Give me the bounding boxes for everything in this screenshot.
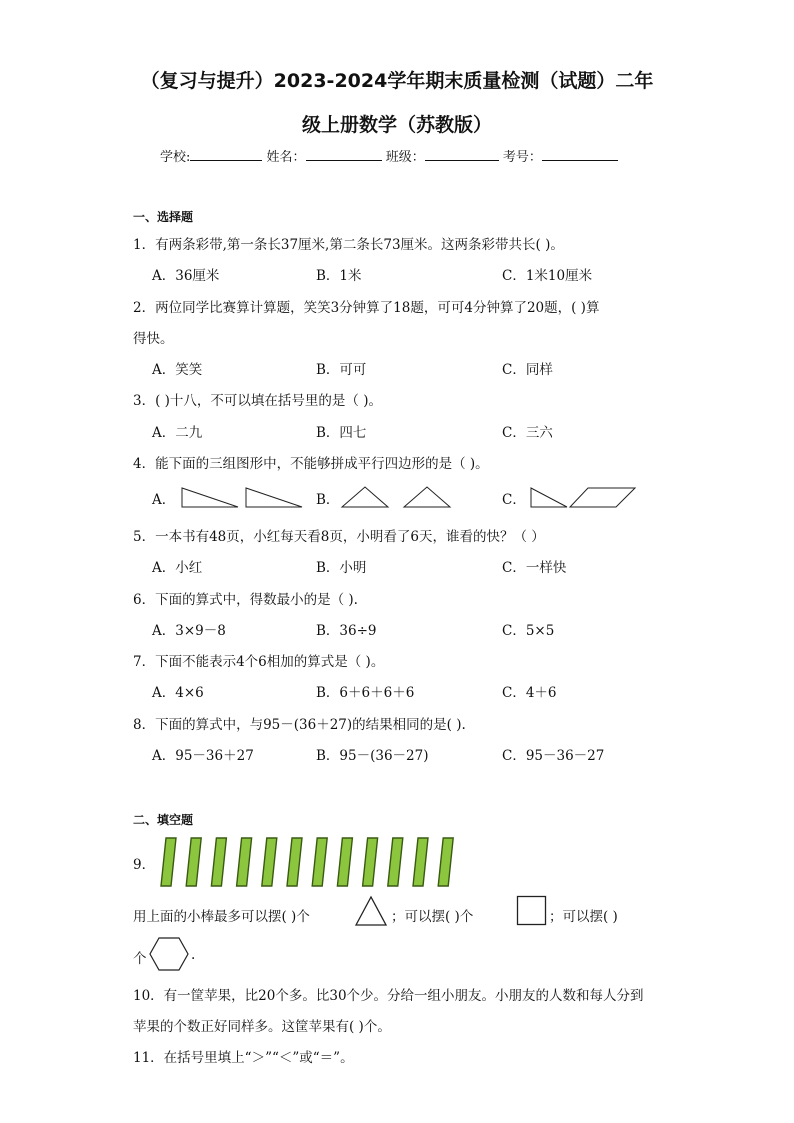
question-5-option-c[interactable]: C．一样快: [502, 560, 567, 576]
question-4-option-a[interactable]: A．: [152, 492, 176, 508]
right-triangle-shape-c1: [529, 486, 569, 510]
question-9-number: 9．: [133, 857, 156, 873]
section-fill-title: 二、填空题: [133, 813, 194, 827]
question-7-option-b[interactable]: B．6＋6＋6＋6: [316, 685, 415, 701]
stick: [161, 838, 176, 886]
right-triangle-shape-a2: [244, 486, 304, 510]
question-3-option-a[interactable]: A．二九: [152, 425, 203, 441]
parallelogram-shape-c2: [568, 486, 638, 510]
triangle-shape-b1: [340, 484, 390, 510]
question-5-option-b[interactable]: B．小明: [316, 560, 367, 576]
question-5-option-a[interactable]: A．小红: [152, 560, 203, 576]
question-3: 3．( )十八，不可以填在括号里的是（ )。: [133, 393, 382, 409]
question-5: 5．一本书有48页，小红每天看8页，小明看了6天，谁看的快？（ ）: [133, 529, 545, 545]
question-6-option-c[interactable]: C．5×5: [502, 623, 555, 639]
name-label: 姓名：: [266, 150, 306, 165]
question-2-option-b[interactable]: B．可可: [316, 362, 367, 378]
stick: [363, 838, 378, 886]
question-1-option-b[interactable]: B．1米: [316, 268, 362, 284]
right-triangle-shape-a1: [180, 486, 240, 510]
hexagon-icon: [148, 936, 190, 972]
question-7: 7．下面不能表示4个6相加的算式是（ )。: [133, 654, 385, 670]
stick: [312, 838, 327, 886]
question-10-line2: 苹果的个数正好同样多。这筐苹果有( )个。: [133, 1019, 391, 1035]
question-7-option-a[interactable]: A．4×6: [152, 685, 204, 701]
triangle-shape-b2: [402, 484, 452, 510]
section-choice-title: 一、选择题: [133, 210, 194, 224]
question-8: 8．下面的算式中，与95－(36＋27)的结果相同的是( ).: [133, 717, 466, 733]
question-4-option-c[interactable]: C．: [502, 492, 526, 508]
question-6-option-a[interactable]: A．3×9－8: [152, 623, 226, 639]
question-1-option-a[interactable]: A．36厘米: [152, 268, 220, 284]
question-9-line1-part2: ；可以摆( )个: [391, 909, 474, 925]
name-blank[interactable]: [306, 148, 382, 161]
school-label: 学校:: [160, 150, 191, 165]
number-blank[interactable]: [542, 148, 618, 161]
question-11: 11．在括号里填上“＞”“＜”或“＝”。: [133, 1050, 354, 1066]
question-2-cont: 得快。: [133, 331, 174, 347]
page-title-line2: 级上册数学（苏教版）: [301, 114, 492, 136]
school-blank[interactable]: [190, 148, 262, 161]
question-8-option-c[interactable]: C．95－36－27: [502, 748, 605, 764]
question-4-option-b[interactable]: B．: [316, 492, 340, 508]
stick: [413, 838, 428, 886]
question-2: 2．两位同学比赛算计算题，笑笑3分钟算了18题，可可4分钟算了20题，( )算: [133, 300, 600, 316]
page-title-line1: （复习与提升）2023-2024学年期末质量检测（试题）二年: [140, 70, 654, 92]
question-10-line1: 10．有一筐苹果，比20个多。比30个少。分给一组小朋友。小朋友的人数和每人分到: [133, 988, 644, 1004]
question-1: 1．有两条彩带,第一条长37厘米,第二条长73厘米。这两条彩带共长( )。: [133, 237, 564, 253]
question-9-line2-part1: 个: [133, 951, 147, 967]
sticks-illustration: [158, 836, 463, 890]
stick: [237, 838, 252, 886]
question-3-option-c[interactable]: C．三六: [502, 425, 553, 441]
triangle-icon: [353, 894, 389, 928]
stick: [262, 838, 277, 886]
question-2-option-a[interactable]: A．笑笑: [152, 362, 203, 378]
question-3-option-b[interactable]: B．四七: [316, 425, 367, 441]
question-2-option-c[interactable]: C．同样: [502, 362, 553, 378]
question-9-line2-part2: .: [191, 947, 196, 963]
question-6-option-b[interactable]: B．36÷9: [316, 623, 377, 639]
question-8-option-b[interactable]: B．95－(36－27): [316, 748, 429, 764]
stick: [287, 838, 302, 886]
question-4: 4．能下面的三组图形中，不能够拼成平行四边形的是（ )。: [133, 456, 489, 472]
class-label: 班级：: [385, 150, 425, 165]
question-6: 6．下面的算式中，得数最小的是（ ).: [133, 592, 358, 608]
stick: [337, 838, 352, 886]
stick: [438, 838, 453, 886]
stick: [211, 838, 226, 886]
question-7-option-c[interactable]: C．4＋6: [502, 685, 557, 701]
student-info-row: [160, 146, 618, 165]
stick: [388, 838, 403, 886]
question-9-line1-part1: 用上面的小棒最多可以摆( )个: [133, 909, 310, 925]
stick: [186, 838, 201, 886]
question-8-option-a[interactable]: A．95－36＋27: [152, 748, 254, 764]
class-blank[interactable]: [425, 148, 499, 161]
question-9-line1-part3: ；可以摆( ): [549, 909, 618, 925]
question-1-option-c[interactable]: C．1米10厘米: [502, 268, 593, 284]
square-icon: [516, 895, 548, 927]
number-label: 考号：: [502, 150, 542, 165]
